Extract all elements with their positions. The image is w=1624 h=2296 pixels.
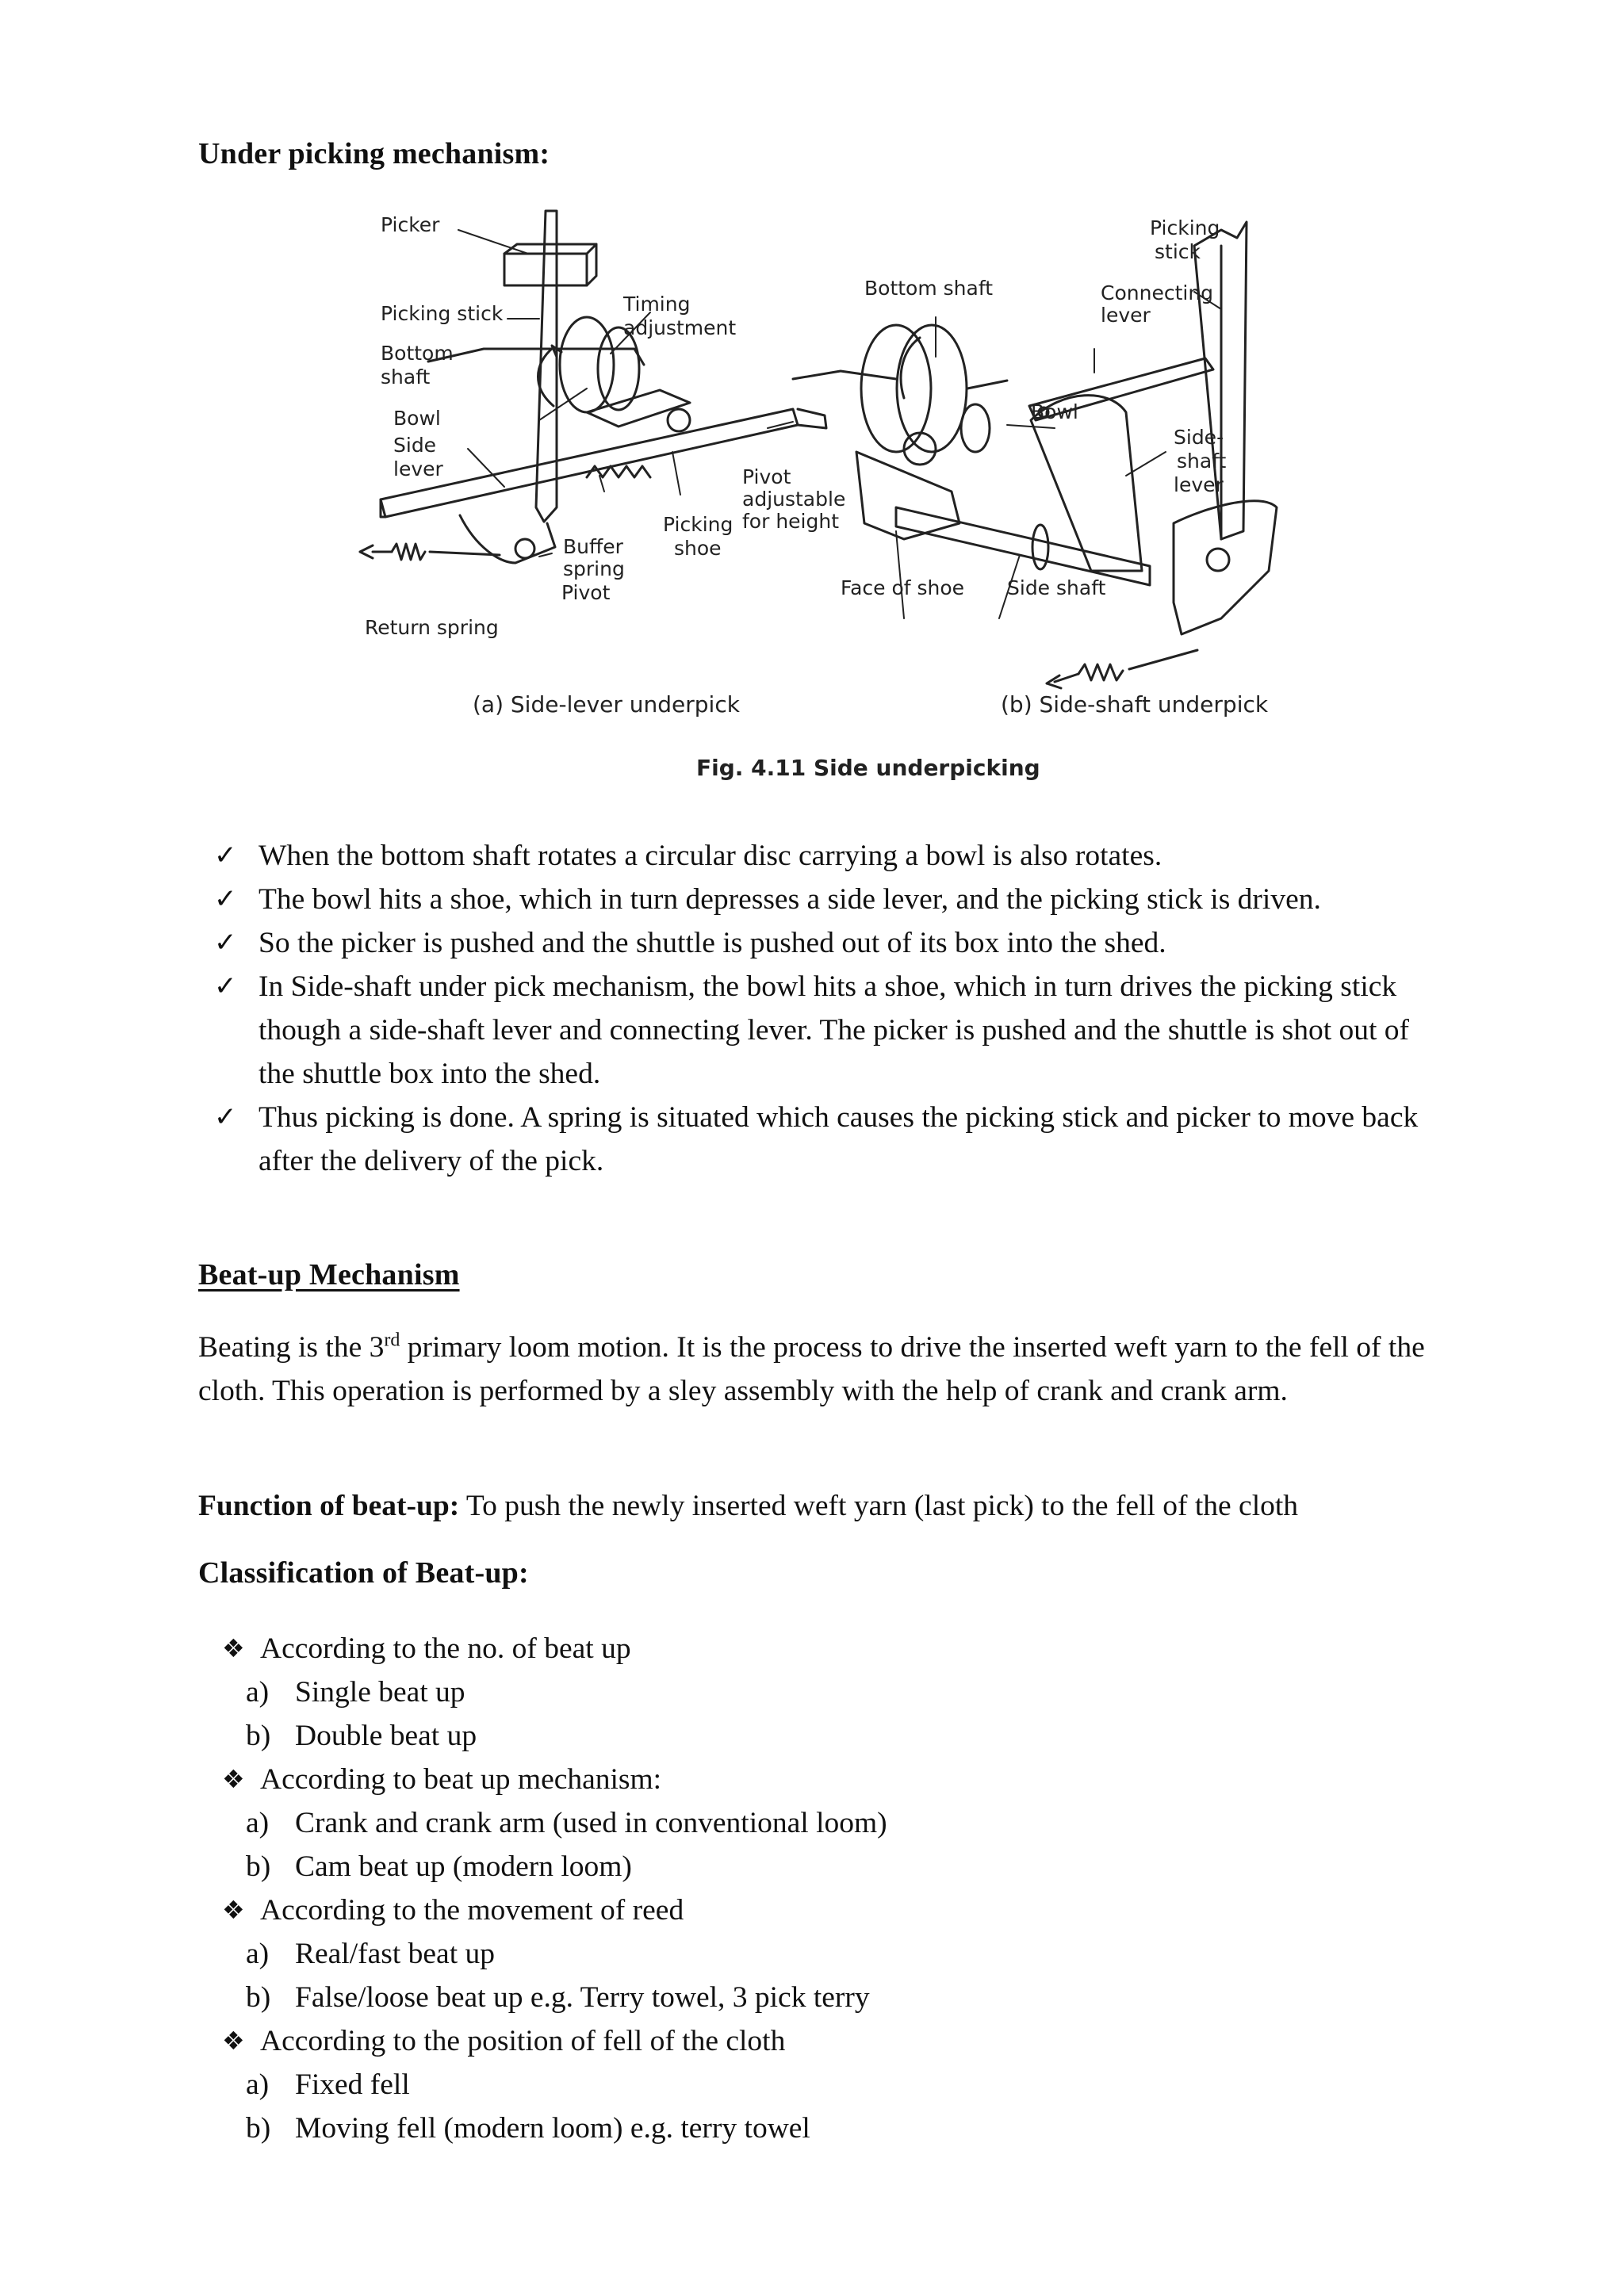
label-spring: spring (563, 557, 625, 580)
label-stick-b: stick (1155, 240, 1201, 263)
label-bottom-a: Bottom (381, 342, 454, 365)
diamond-bullet-icon: ❖ (222, 2026, 245, 2056)
bullet-item: ✓ In Side-shaft under pick mechanism, the bowl hits a shoe, which in turn drives the picking stick though a side-shaft lever and connecting lever. The picker is pushed and the shuttle is shot out of the shuttle box into the shed. (214, 965, 1427, 1096)
bullet-item: ✓ When the bottom shaft rotates a circular disc carrying a bowl is also rotates. (214, 834, 1427, 878)
label-bottom-shaft-b: Bottom shaft (864, 277, 993, 300)
label-connecting: Connecting (1101, 281, 1214, 304)
diamond-bullet-icon: ❖ (222, 1764, 245, 1794)
underpicking-diagram (349, 190, 1300, 793)
classification-group: ❖ According to the position of fell of the cloth a) Fixed fell b) Moving fell (modern loom) e.g. terry towel (222, 2019, 1411, 2150)
label-side-a: Side (393, 434, 437, 457)
checkmark-icon: ✓ (214, 927, 237, 959)
label-buffer: Buffer (563, 535, 623, 558)
classification-group: ❖ According to beat up mechanism: a) Crank and crank arm (used in conventional loom) b) Cam beat up (modern loom) (222, 1758, 1411, 1888)
label-face-of-shoe: Face of shoe (841, 576, 965, 599)
function-paragraph: Function of beat-up: To push the newly inserted weft yarn (last pick) to the fell of the cloth (198, 1490, 1299, 1522)
label-bowl-a: Bowl (393, 407, 441, 430)
label-return-spring: Return spring (365, 616, 499, 639)
heading-classification: Classification of Beat-up: (198, 1556, 529, 1590)
list-item: b) Double beat up (246, 1720, 477, 1752)
label-lever-b: lever (1101, 304, 1151, 327)
classification-group: ❖ According to the no. of beat up a) Single beat up b) Double beat up (222, 1627, 1411, 1758)
checkmark-icon: ✓ (214, 883, 237, 915)
list-item: b) Cam beat up (modern loom) (246, 1850, 632, 1883)
checkmark-icon: ✓ (214, 970, 237, 1002)
figure-caption: Fig. 4.11 Side underpicking (696, 755, 1040, 781)
heading-under-picking: Under picking mechanism: (198, 137, 550, 170)
label-shoe: shoe (674, 537, 722, 560)
label-bowl-b: Bowl (1031, 400, 1078, 423)
classification-list (222, 1627, 1411, 2150)
list-item: b) False/loose beat up e.g. Terry towel, 3 pick terry (246, 1981, 870, 2014)
picking-bullets (214, 834, 1427, 1183)
bullet-item: ✓ So the picker is pushed and the shuttle is pushed out of its box into the shed. (214, 921, 1427, 965)
label-picking-stick-a: Picking stick (381, 302, 504, 325)
function-label: Function of beat-up: (198, 1490, 460, 1522)
heading-beat-up: Beat-up Mechanism (198, 1258, 460, 1292)
label-adjustable: adjustable (742, 488, 846, 511)
list-item: b) Moving fell (modern loom) e.g. terry towel (246, 2112, 810, 2145)
label-lever-a: lever (393, 457, 443, 480)
bullet-item: ✓ Thus picking is done. A spring is situated which causes the picking stick and picker to move back after the delivery of the pick. (214, 1096, 1427, 1183)
subcaption-b: (b) Side-shaft underpick (1001, 691, 1269, 718)
label-pivot: Pivot (561, 581, 611, 604)
diamond-bullet-icon: ❖ (222, 1895, 245, 1925)
bullet-item: ✓ The bowl hits a shoe, which in turn depresses a side lever, and the picking stick is driven. (214, 878, 1427, 921)
list-item: a) Fixed fell (246, 2068, 410, 2101)
subcaption-a: (a) Side-lever underpick (473, 691, 740, 718)
label-picking: Picking (663, 513, 733, 536)
figure-side-underpicking (349, 190, 1300, 793)
beat-up-paragraph: Beating is the 3rd primary loom motion. It is the process to drive the inserted weft yarn to the fell of the cloth. This operation is performed by a sley assembly with the help of crank and crank arm. (198, 1330, 1425, 1407)
label-side-dash: Side- (1174, 426, 1224, 449)
list-item: a) Real/fast beat up (246, 1938, 495, 1970)
diamond-bullet-icon: ❖ (222, 1633, 245, 1663)
checkmark-icon: ✓ (214, 840, 237, 871)
list-item: a) Single beat up (246, 1676, 465, 1709)
label-pivot-adj: Pivot (742, 465, 791, 488)
label-side-shaft: Side shaft (1007, 576, 1106, 599)
label-shaft-a: shaft (381, 365, 431, 388)
classification-group: ❖ According to the movement of reed a) Real/fast beat up b) False/loose beat up e.g. Terry towel, 3 pick terry (222, 1888, 1411, 2019)
label-adjustment: adjustment (623, 316, 737, 339)
label-picker: Picker (381, 213, 440, 236)
checkmark-icon: ✓ (214, 1101, 237, 1133)
list-item: a) Crank and crank arm (used in conventional loom) (246, 1807, 887, 1839)
label-picking-b: Picking (1150, 216, 1220, 239)
label-lever-b2: lever (1174, 473, 1224, 496)
label-for-height: for height (742, 510, 840, 533)
label-shaft-b: shaft (1177, 450, 1227, 473)
label-timing: Timing (623, 293, 691, 316)
